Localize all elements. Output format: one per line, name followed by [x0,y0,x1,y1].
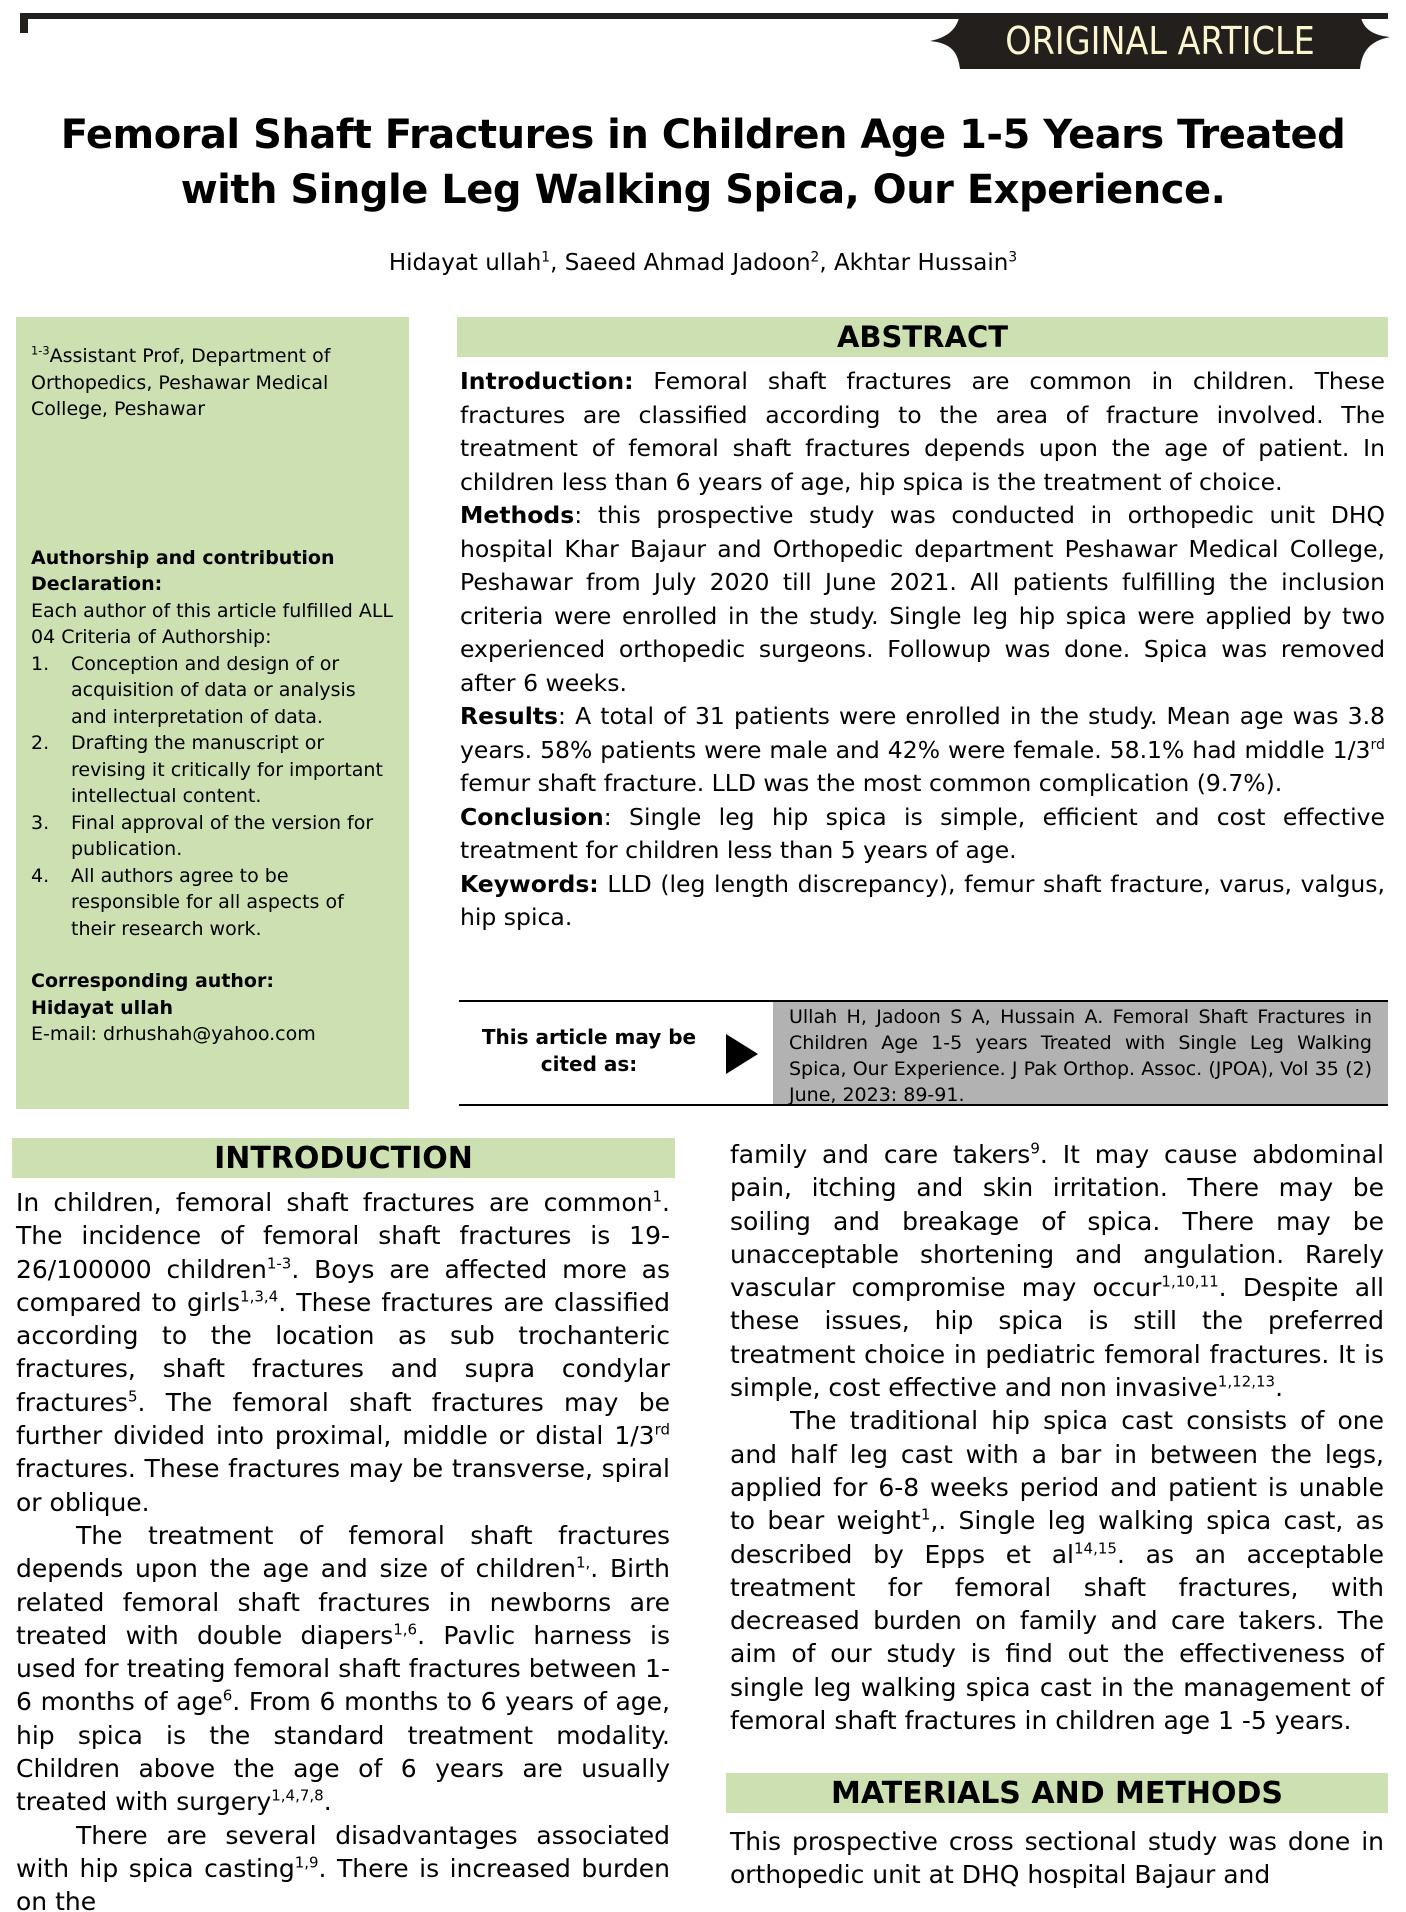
citation-ref: 1,9 [294,1853,319,1872]
citation-ref: 1,3,4 [240,1287,279,1306]
citation-ref: 1, [575,1553,591,1572]
abstract-results: Results: A total of 31 patients were enrolled in the study. Mean age was 3.8 years. 58% patients were male and 42% were female. 58.1% had middle 1/3rd femur shaft fracture. LLD was the most common complication (9.7%). [460,702,1385,797]
text-run: . From 6 months to 6 years of age, hip spica is the standard treatment modality. Children above the age of 6 years are usually treated with surgery [16,1687,671,1817]
materials-methods-heading: MATERIALS AND METHODS [726,1773,1388,1813]
author: Saeed Ahmad Jadoon$^2$, [564,249,834,276]
author: Hidayat ullah$^1$, [388,249,565,276]
corresponding-email[interactable]: E-mail: drhushah@yahoo.com [31,1023,316,1045]
citation-ref: 5 [127,1387,138,1406]
text-run: . The incidence of femoral shaft fractures is 19-26/100000 children [16,1188,670,1284]
title-line-1: Femoral Shaft Fractures in Children Age 1-5 Years Treated [60,112,1346,158]
materials-methods-body [730,1825,1384,1892]
intro-paragraph-4 [730,1404,1384,1737]
authorship-heading: Authorship and contribution Declaration: [31,546,335,595]
text-run: The traditional hip spica cast consists of one and half leg cast with a bar in between the legs, applied for 6-8 weeks period and patient is unable to bear weight [730,1406,1384,1536]
author-list [0,250,1406,276]
criteria-item: 4. All authors agree to be responsible for all aspects of their research work. [31,864,344,940]
authorship-criteria-list [31,651,394,943]
text-run: . Despite all these issues, hip spica is still the preferred treatment choice in pediatric femoral fractures. It is simple, cost effective and non invasive [730,1273,1384,1403]
citation-ref: 1,10,11 [1161,1272,1219,1291]
citation-ref: 9 [1030,1139,1040,1158]
introduction-heading: INTRODUCTION [12,1138,675,1178]
text-run: . It may cause abdominal pain, itching and skin irritation. There may be soiling and breakage of spica. There may be unacceptable shortening and angulation. Rarely vascular compromise may occur [730,1140,1384,1303]
body-column-left [16,1186,670,1912]
criteria-item: 1. Conception and design of or acquisition of data or analysis and interpretation of data. [31,652,356,728]
play-arrow-icon [726,1034,758,1074]
abstract-conclusion: Conclusion: Single leg hip spica is simple, efficient and cost effective treatment for children less than 5 years of age. [460,802,1385,864]
text-run: fractures. These fractures may be transverse, spiral or oblique. [16,1454,670,1517]
citation-ref: 1,12,13 [1217,1372,1276,1391]
abstract-body [460,365,1385,935]
citation-ref: 6 [222,1687,233,1706]
criteria-item: 2. Drafting the manuscript or revising it critically for important intellectual content. [31,732,383,807]
intro-paragraph-2 [16,1519,670,1819]
text-run: . There is increased burden on the [16,1853,670,1912]
author-info-box [16,317,409,1109]
citation-text: Ullah H, Jadoon S A, Hussain A. Femoral Shaft Fractures in Children Age 1-5 years Treated with Single Leg Walking Spica, Our Experience. J Pak Orthop. Assoc. (JPOA), Vol 35 (2) June, 2023: 89-91. [773,1002,1388,1104]
criteria-item: 3. Final approval of the version for publication. [31,811,374,860]
citation-ref: rd [654,1420,670,1439]
text-run: . Pavlic harness is used for treating femoral shaft fractures between 1-6 months of age [16,1620,670,1717]
authorship-intro: Each author of this article fulfilled ALL 04 Criteria of Authorship: [31,599,394,648]
citation-ref: 1 [920,1505,931,1524]
citation-ref: 1-3 [266,1254,292,1273]
text-run: ,. Single leg walking spica cast, as described by Epps et al [730,1506,1384,1569]
citation-label: This article may be cited as: [481,1025,697,1076]
methods-paragraph-1: This prospective cross sectional study was done in orthopedic unit at DHQ hospital Bajaur and [730,1827,1384,1890]
text-run: . [323,1787,332,1817]
affiliation: $^{1-3}$Assistant Prof, Department of Orthopedics, Peshawar Medical College, Peshawar [31,343,331,420]
citation-ref: 1,4,7,8 [271,1787,324,1806]
citation-box [459,1000,1388,1106]
corresponding-heading: Corresponding author: [31,970,274,992]
text-run: There are several disadvantages associated with hip spica casting [16,1820,670,1883]
corresponding-name: Hidayat ullah [31,996,174,1019]
text-run: The treatment of femoral shaft fractures depends upon the age and size of children [16,1520,670,1584]
header-rule-tick [20,13,28,33]
intro-paragraph-3a [16,1819,670,1912]
text-run: family and care takers [730,1140,1031,1169]
abstract-methods: Methods: this prospective study was conducted in orthopedic unit DHQ hospital Khar Bajaur and Orthopedic department Peshawar Medical College, Peshawar from July 2020 till June 2021. All patients fulfilling the inclusion criteria were enrolled in the study. Single leg hip spica were applied by two experienced orthopedic surgeons. Followup was done. Spica was removed after 6 weeks. [460,501,1385,697]
article-type-badge [930,13,1390,69]
author: Akhtar Hussain$^3$ [833,249,1018,276]
body-column-right [730,1138,1384,1737]
article-title [0,108,1406,218]
text-run: In children, femoral shaft fractures are common [16,1188,653,1217]
intro-paragraph-1 [16,1186,670,1519]
citation-ref: 14,15 [1073,1539,1117,1558]
abstract-heading: ABSTRACT [457,317,1388,357]
text-run: . These fractures are classified according to the location as sub trochanteric fractures, shaft fractures and supra condylar fractures [16,1287,671,1417]
abstract-introduction: Introduction: Femoral shaft fractures are common in children. These fractures are classified according to the area of fracture involved. The treatment of femoral shaft fractures depends upon the age of patient. In children less than 6 years of age, hip spica is the treatment of choice. [460,367,1385,496]
citation-ref: 1 [652,1187,663,1206]
text-run: . [1275,1373,1284,1403]
badge-label: ORIGINAL ARTICLE [1005,19,1315,63]
text-run: . The femoral shaft fractures may be further divided into proximal, middle or distal 1/3 [16,1387,670,1451]
intro-paragraph-3b [730,1138,1384,1404]
text-run: . Boys are affected more as compared to girls [16,1254,671,1317]
text-run: . as an acceptable treatment for femoral shaft fractures, with decreased burden on family and care takers. The aim of our study is find out the effectiveness of single leg walking spica cast in the management of femoral shaft fractures in children age 1 -5 years. [730,1539,1384,1736]
abstract-keywords: Keywords: LLD (leg length discrepancy), femur shaft fracture, varus, valgus, hip spica. [460,869,1385,931]
citation-ref: 1,6 [393,1620,418,1639]
title-line-2: with Single Leg Walking Spica, Our Experience. [180,167,1226,213]
text-run: . Birth related femoral shaft fractures in newborns are treated with double diapers [16,1554,670,1650]
